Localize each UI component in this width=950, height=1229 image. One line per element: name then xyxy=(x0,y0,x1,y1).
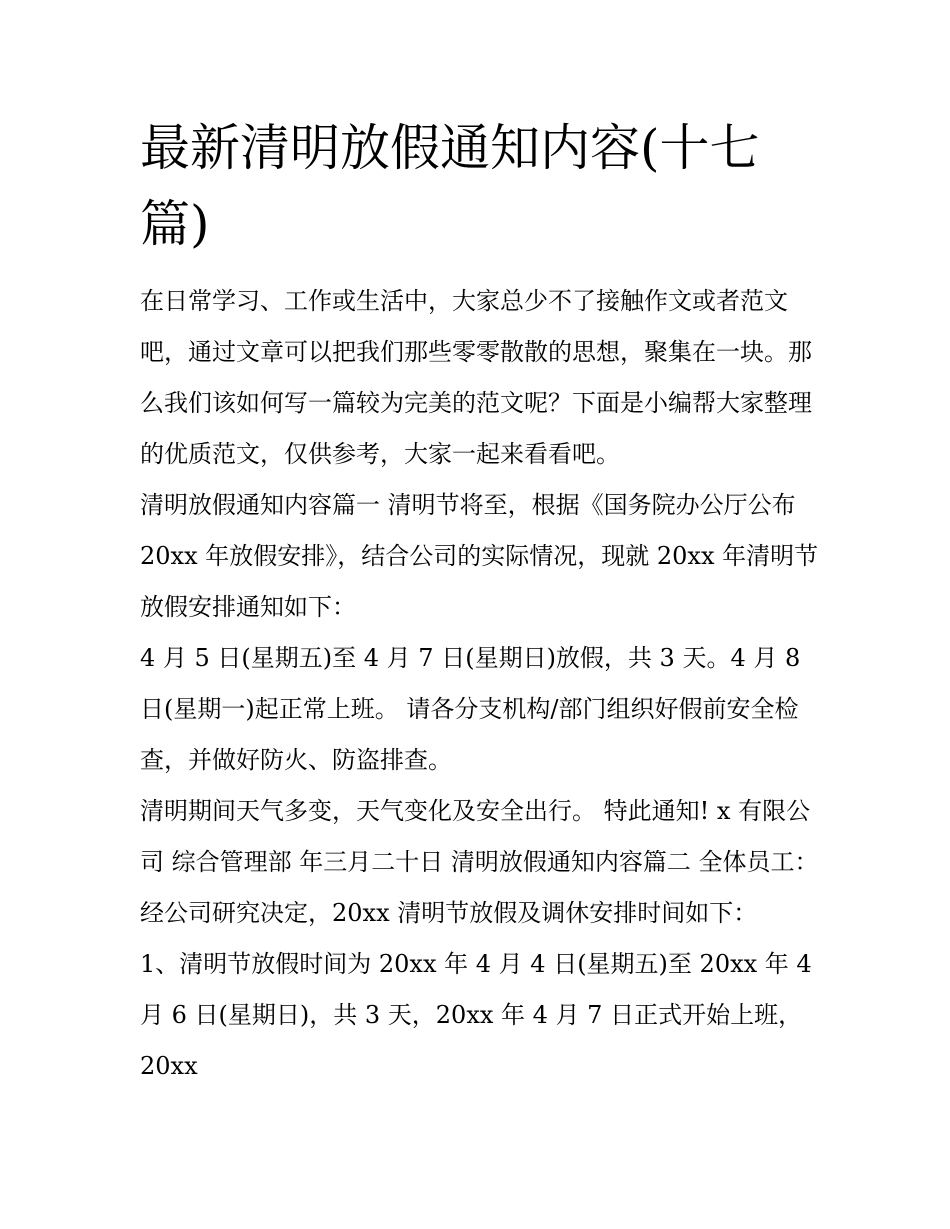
paragraph-weather-notice: 清明期间天气多变，天气变化及安全出行。 特此通知! x 有限公司 综合管理部 年三月二十日 清明放假通知内容篇二 全体员工： xyxy=(140,797,819,876)
document-body xyxy=(140,276,820,1092)
paragraph-schedule-item-1: 1、清明节放假时间为 20xx 年 4 月 4 日(星期五)至 20xx 年 4 月 6 日(星期日)，共 3 天，20xx 年 4 月 7 日正式开始上班，20xx xyxy=(140,950,812,1080)
paragraph-intro: 在日常学习、工作或生活中，大家总少不了接触作文或者范文吧，通过文章可以把我们那些零零散散的思想，聚集在一块。那么我们该如何写一篇较为完美的范文呢？下面是小编帮大家整理的优质范文，仅供参考，大家一起来看看吧。 xyxy=(140,287,812,468)
paragraph-notice-one: 清明放假通知内容篇一 清明节将至，根据《国务院办公厅公布 20xx 年放假安排》，结合公司的实际情况，现就 20xx 年清明节放假安排通知如下： xyxy=(140,491,819,621)
paragraph-company-decision: 经公司研究决定，20xx 清明节放假及调休安排时间如下： xyxy=(140,899,758,927)
document-title: 最新清明放假通知内容(十七篇) xyxy=(140,119,760,253)
paragraph-holiday-dates: 4 月 5 日(星期五)至 4 月 7 日(星期日)放假，共 3 天。4 月 8 日(星期一)起正常上班。 请各分支机构/部门组织好假前安全检查，并做好防火、防盗排查。 xyxy=(140,644,801,774)
